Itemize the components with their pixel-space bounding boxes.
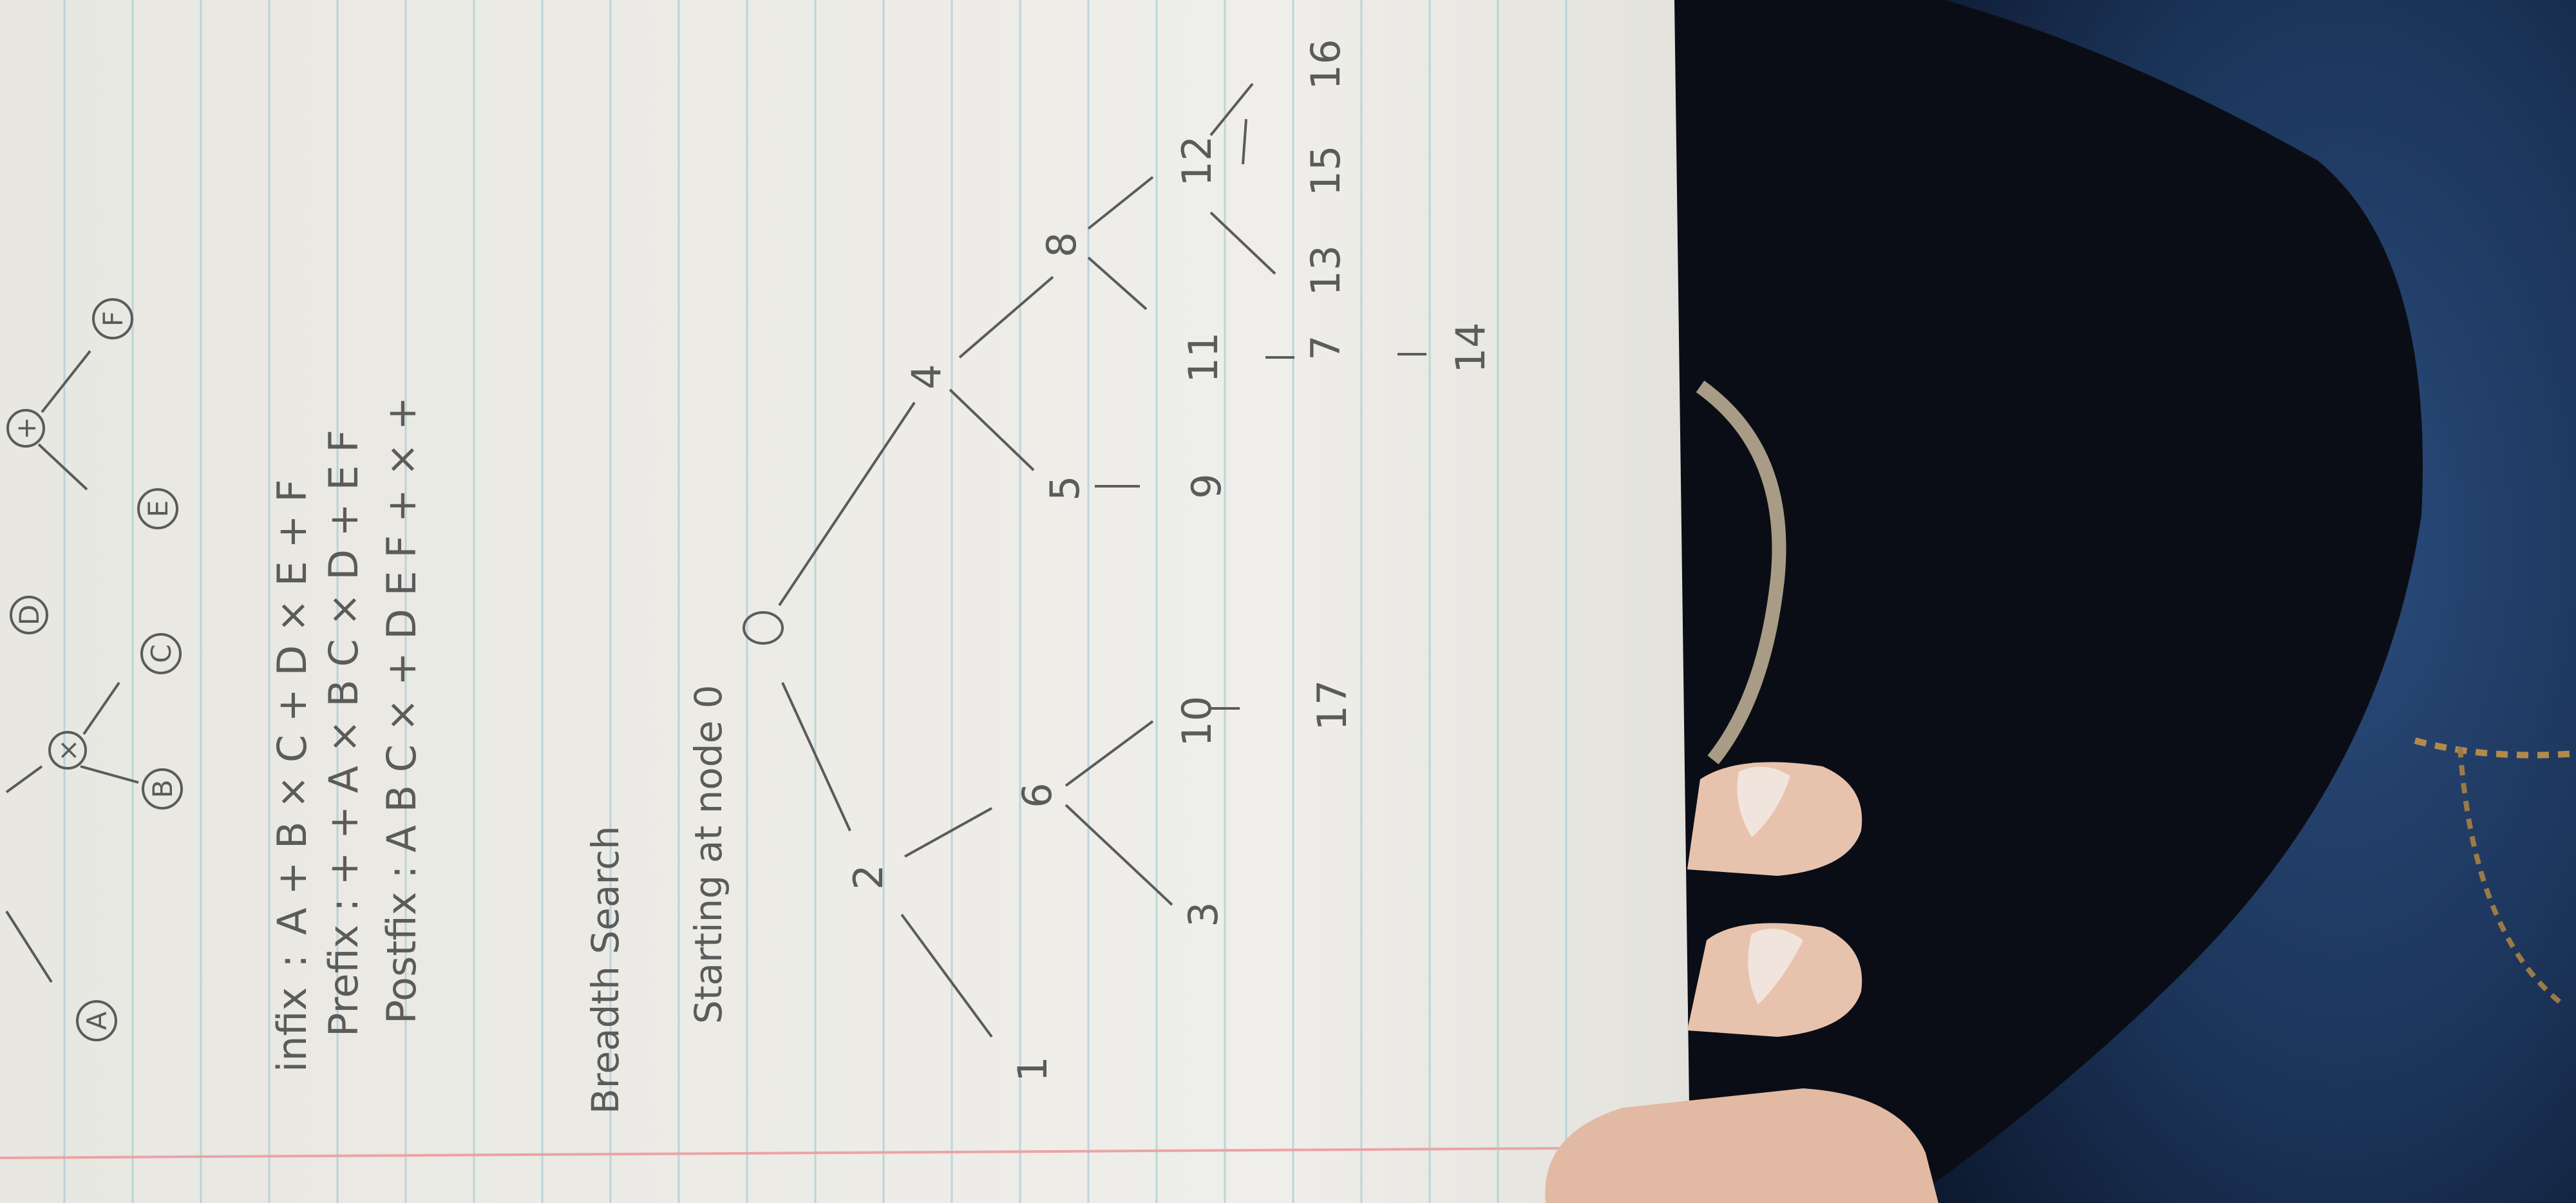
infix-value: A + B × C + D × E + F (269, 479, 316, 935)
tree-node-14: 14 (1447, 322, 1494, 374)
tree-node-16: 16 (1302, 39, 1349, 90)
postfix-value: A B C × + D E F + × + (378, 396, 425, 853)
node-E-label: E (142, 500, 174, 518)
breadth-search-heading: Breadth Search (583, 826, 627, 1114)
starting-node-subheading: Starting at node 0 (687, 685, 730, 1024)
tree-node-17: 17 (1309, 679, 1356, 731)
infix-colon: : (269, 954, 316, 968)
postfix-label: Postfix (378, 891, 425, 1024)
prefix-value: + + A × B C × D + E F (320, 430, 367, 886)
tree-node-15: 15 (1302, 145, 1349, 196)
tree-node-11: 11 (1180, 332, 1227, 383)
tree-node-7: 7 (1302, 335, 1349, 361)
tree-node-4: 4 (903, 364, 950, 390)
tree-node-9: 9 (1183, 473, 1230, 499)
tree-node-13: 13 (1302, 245, 1349, 296)
prefix-label: Prefix (320, 924, 367, 1037)
tree-node-10: 10 (1173, 696, 1220, 747)
tree-node-3: 3 (1180, 902, 1227, 927)
postfix-colon: : (378, 865, 425, 879)
tree-node-1: 1 (1009, 1056, 1056, 1082)
node-F-label: F (97, 310, 129, 327)
tree-node-2: 2 (845, 864, 892, 890)
node-B-label: B (147, 779, 178, 799)
node-A-label: A (81, 1011, 113, 1030)
tree-node-6: 6 (1014, 782, 1061, 808)
prefix-line (320, 430, 367, 1037)
tree-node-5: 5 (1041, 475, 1088, 501)
tree-node-12: 12 (1173, 135, 1220, 187)
tree-node-0: 0 (763, 631, 764, 632)
node-x-label: × (52, 739, 84, 762)
postfix-line (378, 397, 425, 1024)
prefix-colon: : (320, 898, 367, 912)
node-C-label: C (146, 644, 177, 663)
tree-node-8: 8 (1038, 232, 1085, 258)
node-plus-label: + (10, 417, 42, 440)
infix-label: infix (269, 987, 316, 1072)
node-D-label: D (14, 604, 45, 626)
